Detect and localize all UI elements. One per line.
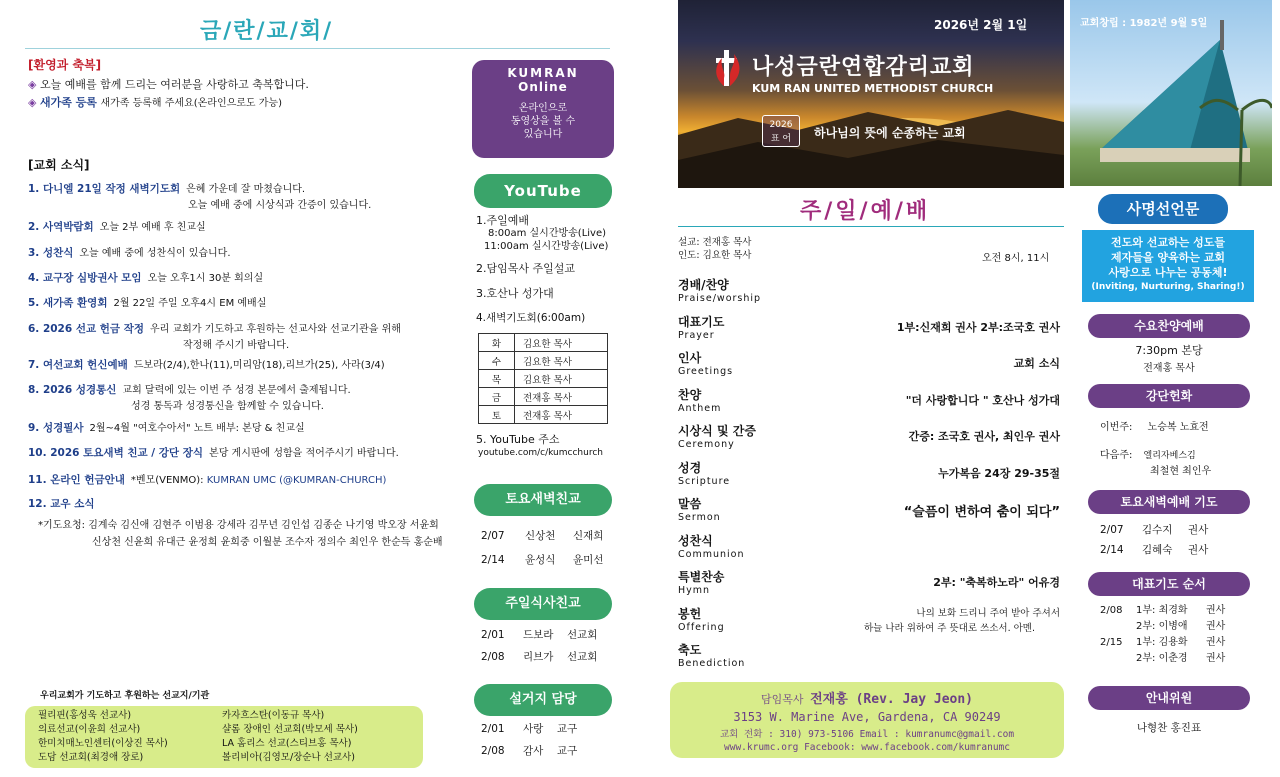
mission-item: 카자흐스탄(이동규 목사) [222, 710, 325, 721]
meal-row [481, 624, 617, 646]
news-label: 1. 다니엘 21일 작정 새벽기도회 [28, 183, 181, 195]
leader: 인도: 김요한 목사 [678, 250, 752, 261]
pastor-label: 담임목사 [760, 693, 804, 706]
mission-item: 볼리비아(김영모/장순나 선교사) [222, 752, 355, 763]
online-text-1: 온라인으로 [518, 103, 568, 114]
altar-flowers-pill: 강단헌화 [1088, 384, 1250, 408]
welcome-heading: [환영과 축복] [28, 58, 102, 72]
order-detail: 나의 보화 드리니 주여 받아 주셔서 [916, 607, 1060, 619]
news-item [28, 419, 305, 435]
welcome-line-2 [28, 94, 282, 110]
dawn-day: 수 [479, 352, 515, 370]
church-name-en: KUM RAN UNITED METHODIST CHURCH [752, 82, 994, 95]
news-label: 6. 2026 선교 헌금 작정 [28, 323, 144, 335]
dish-row-cell: 사랑 [523, 723, 544, 735]
mission-line-3: 사랑으로 나누는 공동체! [1108, 266, 1228, 279]
mission-item: LA 홈리스 선교(스티브홍 목사) [222, 738, 352, 749]
altar-this-week [1100, 418, 1209, 433]
news-text-2: 성경 통독과 성경통신을 함께할 수 있습니다. [131, 401, 324, 412]
order-item [678, 349, 1062, 377]
order-ko: 축도 [678, 643, 702, 657]
news-item [28, 218, 206, 234]
sat-row-cell: 2/14 [481, 554, 505, 566]
news-text: *벤모(VENMO): [130, 475, 204, 486]
news-label: 8. 2026 성경통신 [28, 384, 117, 396]
prayer-line-2: 신상천 신윤희 유대근 윤정희 윤희중 이월분 조수자 정의수 최인우 한순득 홍순배 [92, 537, 443, 548]
order-detail: 누가복음 24장 29-35절 [938, 466, 1060, 480]
dawn-leader: 전재홍 목사 [515, 388, 608, 406]
order-ko: 특별찬송 [678, 570, 725, 584]
dawn-row [479, 406, 608, 424]
dish-row-cell: 2/08 [481, 745, 505, 757]
news-text: 오늘 오후1시 30분 회의실 [147, 273, 264, 284]
order-item [678, 276, 1062, 304]
dish-row [481, 718, 597, 740]
order-en: Praise/worship [678, 293, 762, 304]
order-ko: 말씀 [678, 497, 702, 511]
order-en: Scripture [678, 475, 731, 487]
order-en: Prayer [678, 329, 715, 341]
sat-fellowship-rows [481, 524, 623, 572]
diamond-bullet-icon: ◈ [28, 96, 37, 109]
news-label: 2. 사역박람회 [28, 221, 94, 233]
news-text: 2월 22일 주일 오후4시 EM 예배실 [113, 298, 267, 309]
order-item [678, 459, 1062, 487]
order-detail: "더 사랑합니다 " 호산나 성가대 [905, 393, 1060, 407]
order-item [678, 641, 1062, 669]
altar-this-week-label: 이번주: [1100, 422, 1133, 433]
diamond-bullet-icon: ◈ [28, 78, 37, 91]
news-label: 7. 여선교회 헌신예배 [28, 359, 128, 371]
wed-time: 7:30pm 본당 [1135, 344, 1203, 357]
meal-rows [481, 624, 617, 668]
yt-item-4: 4.새벽기도회(6:00am) [476, 312, 586, 324]
satp-row [1100, 520, 1228, 540]
mission-line-1: 전도와 선교하는 성도들 [1111, 236, 1225, 249]
altar-this-week-names: 노승복 노효전 [1147, 422, 1209, 433]
order-ko: 경배/찬양 [678, 278, 729, 292]
dawn-row [479, 388, 608, 406]
news-item [28, 320, 401, 351]
news-item [28, 444, 399, 460]
mission-item: 의료선교(이윤희 선교사) [38, 724, 141, 735]
mission-item: 한미치매노인센터(이상진 목사) [38, 738, 168, 749]
news-item [28, 356, 385, 372]
news-item [28, 381, 351, 412]
order-ko: 대표기도 [678, 314, 725, 329]
worship-title: 주/일/예/배 [800, 199, 931, 224]
order-en: Hymn [678, 585, 711, 596]
rep-row-cell: 2부: 이병애 [1136, 621, 1188, 632]
order-ko: 인사 [678, 351, 702, 365]
rep-row-cell: 권사 [1206, 621, 1226, 632]
sat-row [481, 524, 623, 548]
motto: 하나님의 뜻에 순종하는 교회 [814, 126, 966, 140]
order-en: Benediction [678, 658, 746, 669]
order-en: Anthem [678, 402, 722, 414]
welcome-line-1 [28, 76, 309, 92]
news-text: 본당 게시판에 성함을 적어주시기 바랍니다. [209, 448, 399, 459]
dawn-leader: 김요한 목사 [515, 334, 608, 352]
mission-statement-pill: 사명선언문 [1098, 194, 1228, 224]
sat-row-cell: 신재희 [573, 530, 604, 542]
church-name-ko: 나성금란연합감리교회 [752, 55, 975, 80]
yt-item-2: 2.담임목사 주일설교 [476, 262, 575, 275]
rep-row [1100, 619, 1246, 635]
order-en: Ceremony [678, 439, 735, 450]
order-ko: 성찬식 [678, 533, 713, 548]
year-label-2: 표 어 [770, 134, 792, 144]
news-label: 11. 온라인 헌금안내 [28, 474, 125, 486]
rep-row-cell: 1부: 최경화 [1136, 605, 1188, 616]
umc-cross-flame-icon [710, 48, 744, 88]
dawn-day: 화 [479, 334, 515, 352]
online-text-2: 동영상을 볼 수 [510, 116, 576, 127]
news-text-2: 오늘 예배 중에 시상식과 간증이 있습니다. [188, 200, 372, 211]
satp-row-cell: 권사 [1188, 544, 1209, 556]
news-item [28, 496, 100, 511]
new-member-label: 새가족 등록 [39, 96, 97, 109]
news-label: 4. 교구장 심방권사 모임 [28, 272, 142, 284]
mission-statement-box [1082, 230, 1254, 302]
order-en: Communion [678, 548, 745, 560]
satp-row-cell: 김수지 [1142, 524, 1173, 536]
order-item [678, 532, 1062, 560]
yt-item-3: 3.호산나 성가대 [476, 287, 554, 300]
usher-names: 나형찬 홍진표 [1136, 722, 1202, 734]
order-en: Greetings [678, 366, 734, 377]
altar-next-week-names-b: 최철현 최인우 [1150, 466, 1212, 477]
news-item [28, 471, 386, 487]
rep-row-cell: 권사 [1206, 637, 1226, 648]
year-badge [762, 115, 800, 147]
order-en: Offering [678, 621, 725, 633]
rep-row-cell: 2/15 [1100, 637, 1123, 648]
worship-time: 오전 8시, 11시 [982, 253, 1050, 264]
satp-row-cell: 김혜숙 [1142, 544, 1173, 556]
news-item [28, 269, 263, 285]
news-label: 9. 성경필사 [28, 422, 84, 434]
news-text: 2월~4월 "여호수아서" 노트 배부: 본당 & 친교실 [89, 423, 305, 434]
web-links[interactable]: www.krumc.org Facebook: www.facebook.com/kumranumc [724, 742, 1010, 753]
wed-service-info [1088, 342, 1250, 378]
worship-leaders [678, 236, 751, 262]
altar-next-week-name-a: 엘리자베스김 [1143, 451, 1196, 461]
mission-item: 필리핀(홍성욱 선교사) [38, 710, 132, 721]
order-detail: 교회 소식 [1013, 357, 1060, 370]
sat-prayer-rows [1100, 520, 1228, 560]
contact-box [670, 682, 1064, 758]
satp-row-cell: 2/14 [1100, 544, 1124, 556]
rep-prayer-rows [1100, 603, 1246, 667]
rep-row-cell: 2/08 [1100, 605, 1123, 616]
rep-row-cell: 권사 [1206, 605, 1226, 616]
sat-row-cell: 윤미선 [573, 554, 604, 566]
welcome-text: 오늘 예배를 함께 드리는 여러분을 사랑하고 축복합니다. [39, 78, 309, 91]
yt-item-5: 5. YouTube 주소 [476, 433, 560, 446]
prayer-line-1: 김계숙 김신애 김현주 이범용 강세라 김무년 김인섭 김종순 나기영 박오장 서윤회 [88, 520, 439, 531]
sat-prayer-pill: 토요새벽예배 기도 [1088, 490, 1250, 514]
pastor-line [670, 688, 1064, 707]
dish-row [481, 740, 597, 762]
sat-row [481, 548, 623, 572]
online-text-3: 있습니다 [523, 129, 563, 140]
order-ko: 찬양 [678, 387, 702, 402]
sat-row-cell: 신상천 [525, 530, 556, 542]
order-detail: 간증: 조국호 권사, 최인우 권사 [908, 430, 1060, 443]
dish-row-cell: 교구 [557, 723, 578, 735]
order-item [678, 568, 1062, 596]
news-text: 드보라(2/4),한나(11),미리암(18),리브가(25), 사라(3/4) [133, 360, 385, 371]
meal-row-cell: 리브가 [523, 651, 554, 663]
news-text: 은혜 가운데 잘 마쳤습니다. [186, 184, 306, 195]
offering-line-2: 하늘 나라 위하여 주 뜻대로 쓰소서. 아멘. [864, 623, 1035, 634]
rep-row [1100, 603, 1246, 619]
rep-prayer-pill: 대표기도 순서 [1088, 572, 1250, 596]
dawn-row [479, 352, 608, 370]
dawn-leader: 김요한 목사 [515, 352, 608, 370]
page-title: 금/란/교/회/ [200, 19, 334, 44]
sat-row-cell: 윤성식 [525, 554, 556, 566]
missions-col-2 [222, 709, 358, 765]
meal-row-cell: 선교회 [567, 651, 598, 663]
news-heading: [교회 소식] [28, 158, 90, 172]
dish-pill: 설거지 담당 [474, 684, 612, 716]
online-box [472, 60, 614, 158]
news-text: 우리 교회가 기도하고 후원하는 선교사와 선교기관을 위해 [150, 324, 401, 335]
dawn-row [479, 334, 608, 352]
mission-item: 샬롬 장애인 선교회(박모세 목사) [222, 724, 358, 735]
dish-row-cell: 감사 [523, 745, 544, 757]
wed-pastor: 전재홍 목사 [1143, 363, 1195, 374]
usher-pill: 안내위원 [1088, 686, 1250, 710]
order-detail: “슬픔이 변하여 춤이 되다” [903, 505, 1060, 520]
order-item [678, 422, 1062, 450]
dish-row-cell: 2/01 [481, 723, 505, 735]
order-detail: 2부: "축복하노라" 어유경 [933, 576, 1060, 589]
news-item [28, 294, 266, 310]
satp-row-cell: 권사 [1188, 524, 1209, 536]
new-member-text: 새가족 등록해 주세요(온라인으로도 가능) [100, 98, 282, 109]
altar-next-week [1100, 446, 1196, 461]
dawn-day: 금 [479, 388, 515, 406]
dish-rows [481, 718, 597, 762]
online-title-2: Online [518, 80, 568, 94]
news-text: 교회 달력에 있는 이번 주 성경 본문에서 출제됩니다. [122, 385, 351, 396]
order-ko: 성경 [678, 460, 702, 475]
yt-item-1: 1.주일예배 [476, 214, 529, 227]
meal-row-cell: 선교회 [567, 629, 598, 641]
order-detail: 1부:신재희 권사 2부:조국호 권사 [896, 320, 1060, 334]
prayer-requests [38, 516, 439, 531]
mission-item: 도담 선교회(최경애 장로) [38, 752, 144, 763]
dawn-leader: 전재홍 목사 [515, 406, 608, 424]
preacher: 설교: 전재홍 목사 [678, 237, 752, 248]
news-text: 오늘 2부 예배 후 친교실 [99, 222, 206, 233]
meal-row-cell: 드보라 [523, 629, 554, 641]
meal-row [481, 646, 617, 668]
year-label-1: 2026 [769, 120, 793, 130]
meal-row-cell: 2/08 [481, 651, 505, 663]
yt-url[interactable]: youtube.com/c/kumcchurch [478, 448, 603, 458]
online-title-1: KUMRAN [507, 66, 579, 80]
mission-line-4: (Inviting, Nurturing, Sharing!) [1091, 282, 1245, 292]
sat-fellowship-pill: 토요새벽친교 [474, 484, 612, 516]
rep-row [1100, 651, 1246, 667]
youtube-pill: YouTube [474, 174, 612, 208]
news-label: 5. 새가족 환영회 [28, 297, 108, 309]
meal-row-cell: 2/01 [481, 629, 505, 641]
dish-row-cell: 교구 [557, 745, 578, 757]
missions-col-1 [38, 709, 168, 765]
dawn-day: 목 [479, 370, 515, 388]
news-text-2: 작정해 주시기 바랍니다. [183, 340, 290, 351]
address: 3153 W. Marine Ave, Gardena, CA 90249 [733, 710, 1001, 724]
news-text-2: KUMRAN UMC (@KUMRAN-CHURCH) [203, 475, 387, 486]
satp-row-cell: 2/07 [1100, 524, 1124, 536]
order-ko: 시상식 및 간증 [678, 424, 756, 438]
meal-pill: 주일식사친교 [474, 588, 612, 620]
mission-title: 우리교회가 기도하고 후원하는 선교지/기관 [40, 691, 210, 701]
sat-row-cell: 2/07 [481, 530, 505, 542]
youtube-list [476, 214, 626, 325]
news-label: 10. 2026 토요새벽 친교 / 강단 장식 [28, 447, 204, 459]
altar-next-week-label: 다음주: [1100, 450, 1133, 461]
yt-item-1b: 11:00am 실시간방송(Live) [484, 241, 609, 252]
dawn-day: 토 [479, 406, 515, 424]
satp-row [1100, 540, 1228, 560]
news-text: 오늘 예배 중에 성찬식이 있습니다. [79, 248, 231, 259]
order-en: Sermon [678, 512, 721, 523]
news-item [28, 180, 371, 211]
news-item [28, 244, 231, 260]
rep-row-cell: 1부: 김용화 [1136, 637, 1188, 648]
yt-item-1a: 8:00am 실시간방송(Live) [488, 228, 607, 239]
rep-row-cell: 2부: 이춘경 [1136, 653, 1188, 664]
news-label: 12. 교우 소식 [28, 498, 95, 510]
mission-line-2: 제자들을 양육하는 교회 [1111, 251, 1225, 264]
date-text: 2026년 2월 1일 [934, 18, 1028, 32]
rep-row [1100, 635, 1246, 651]
order-item [678, 495, 1062, 523]
wed-service-pill: 수요찬양예배 [1088, 314, 1250, 338]
order-item [678, 386, 1062, 414]
prayer-label: *기도요청: [38, 520, 86, 531]
founded-date: 교회창립 : 1982년 9월 5일 [1080, 18, 1208, 29]
order-item [678, 313, 1062, 341]
dawn-leader: 김요한 목사 [515, 370, 608, 388]
order-ko: 봉헌 [678, 606, 702, 621]
pastor-name: 전재홍 (Rev. Jay Jeon) [810, 692, 974, 707]
rep-row-cell: 권사 [1206, 653, 1226, 664]
phone-email: 교회 전화 : 310) 973-5106 Email : kumranumc@gmail.com [719, 729, 1015, 740]
dawn-table [478, 333, 608, 424]
dawn-row [479, 370, 608, 388]
news-label: 3. 성찬식 [28, 247, 74, 259]
